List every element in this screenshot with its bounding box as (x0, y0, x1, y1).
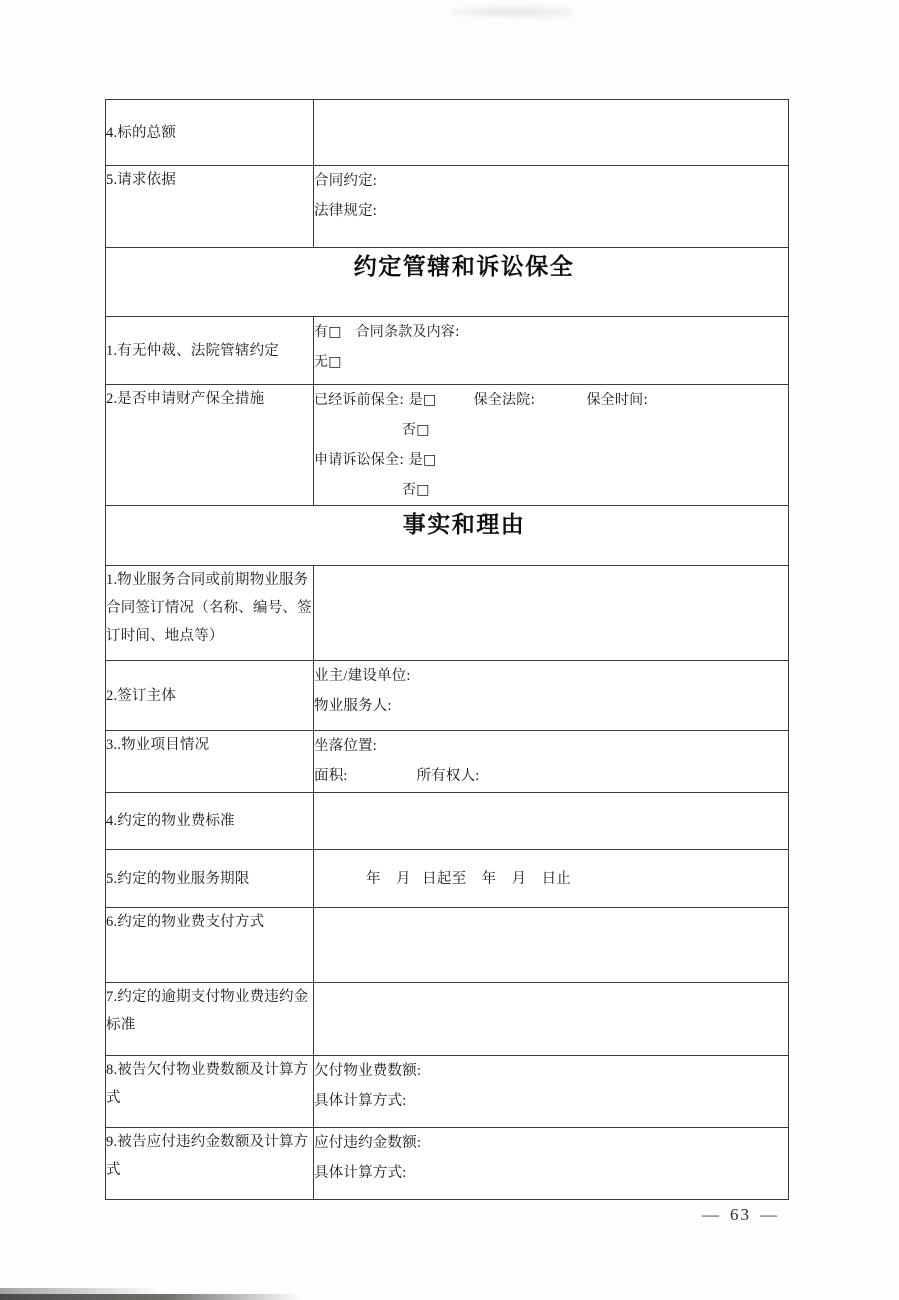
row-label-defendant-penalty-amount: 9.被告应付违约金数额及计算方式 (106, 1128, 314, 1200)
case-information-form-table (105, 99, 789, 1200)
field-line-prelitigation-preservation-yes[interactable]: 已经诉前保全: 是□ 保全法院: 保全时间: (314, 392, 649, 408)
row-label-target-amount: 4.标的总额 (106, 100, 314, 166)
table-row (106, 1128, 789, 1200)
field-line-has-agreement-checkbox[interactable]: 有□ 合同条款及内容: (314, 324, 460, 340)
row-field-arbitration-jurisdiction[interactable] (314, 317, 789, 385)
table-row (106, 983, 789, 1056)
field-line-location: 坐落位置: (314, 738, 378, 754)
row-field-defendant-unpaid-fees[interactable] (314, 1056, 789, 1128)
row-field-defendant-penalty-amount[interactable] (314, 1128, 789, 1200)
field-line-unpaid-calculation-method: 具体计算方式: (314, 1093, 407, 1109)
row-label-late-payment-penalty-standard: 7.约定的逾期支付物业费违约金标准 (106, 983, 314, 1056)
table-row-section-header (106, 248, 789, 317)
table-row (106, 1056, 789, 1128)
footer-dash-left: — (702, 1205, 721, 1224)
scan-edge-shadow (0, 1288, 160, 1295)
table-row (106, 793, 789, 850)
row-field-property-preservation[interactable] (314, 385, 789, 506)
field-line-property-service-provider: 物业服务人: (314, 698, 392, 714)
scan-smudge-top (452, 4, 572, 20)
row-field-claim-basis[interactable] (314, 166, 789, 248)
field-line-service-period-dates: 年 月 日起至 年 月 日止 (366, 870, 571, 887)
row-field-target-amount[interactable] (314, 100, 789, 166)
table-row (106, 166, 789, 248)
table-row (106, 908, 789, 983)
field-line-unpaid-fee-amount: 欠付物业费数额: (314, 1063, 422, 1079)
footer-dash-right: — (760, 1205, 779, 1224)
row-label-agreed-service-period: 5.约定的物业服务期限 (106, 850, 314, 908)
row-label-agreed-payment-method: 6.约定的物业费支付方式 (106, 908, 314, 983)
row-label-claim-basis: 5.请求依据 (106, 166, 314, 248)
row-field-late-payment-penalty-standard[interactable] (314, 983, 789, 1056)
row-field-service-contract-signing[interactable] (314, 566, 789, 661)
row-label-defendant-unpaid-fees: 8.被告欠付物业费数额及计算方式 (106, 1056, 314, 1128)
table-row (106, 731, 789, 793)
field-line-owner-developer: 业主/建设单位: (314, 668, 411, 684)
row-label-property-preservation: 2.是否申请财产保全措施 (106, 385, 314, 506)
section-header-title: 约定管辖和诉讼保全 (353, 254, 575, 280)
field-line-no-agreement-checkbox[interactable]: 无□ (314, 354, 342, 370)
field-line-litigation-preservation-yes[interactable]: 申请诉讼保全: 是□ (314, 452, 437, 468)
page-footer (0, 1205, 788, 1225)
row-label-signing-parties: 2.签订主体 (106, 661, 314, 731)
field-line-area-owner: 面积: 所有权人: (314, 768, 480, 784)
field-line-legal-provision: 法律规定: (314, 203, 378, 219)
row-field-signing-parties[interactable] (314, 661, 789, 731)
table-row-section-header (106, 506, 789, 566)
table-row (106, 385, 789, 506)
field-line-contract-agreement: 合同约定: (314, 173, 378, 189)
page-number: 63 (730, 1205, 751, 1224)
row-field-agreed-payment-method[interactable] (314, 908, 789, 983)
row-field-agreed-fee-standard[interactable] (314, 793, 789, 850)
field-line-penalty-calculation-method: 具体计算方式: (314, 1165, 407, 1181)
row-label-agreed-fee-standard: 4.约定的物业费标准 (106, 793, 314, 850)
table-row (106, 661, 789, 731)
row-field-property-project-info[interactable] (314, 731, 789, 793)
row-label-property-project-info: 3..物业项目情况 (106, 731, 314, 793)
section-header-facts-and-reasons (106, 506, 789, 566)
row-label-arbitration-jurisdiction: 1.有无仲裁、法院管辖约定 (106, 317, 314, 385)
section-header-title: 事实和理由 (402, 512, 526, 538)
section-header-jurisdiction-preservation (106, 248, 789, 317)
table-row (106, 566, 789, 661)
row-field-agreed-service-period[interactable] (314, 850, 789, 908)
scan-edge-bottom (0, 1294, 300, 1300)
field-line-prelitigation-preservation-no[interactable]: 否□ (402, 422, 430, 438)
row-label-service-contract-signing: 1.物业服务合同或前期物业服务合同签订情况（名称、编号、签订时间、地点等） (106, 566, 314, 661)
field-line-penalty-amount: 应付违约金数额: (314, 1135, 422, 1151)
table-row (106, 850, 789, 908)
table-row (106, 317, 789, 385)
field-line-litigation-preservation-no[interactable]: 否□ (402, 482, 430, 498)
table-row (106, 100, 789, 166)
